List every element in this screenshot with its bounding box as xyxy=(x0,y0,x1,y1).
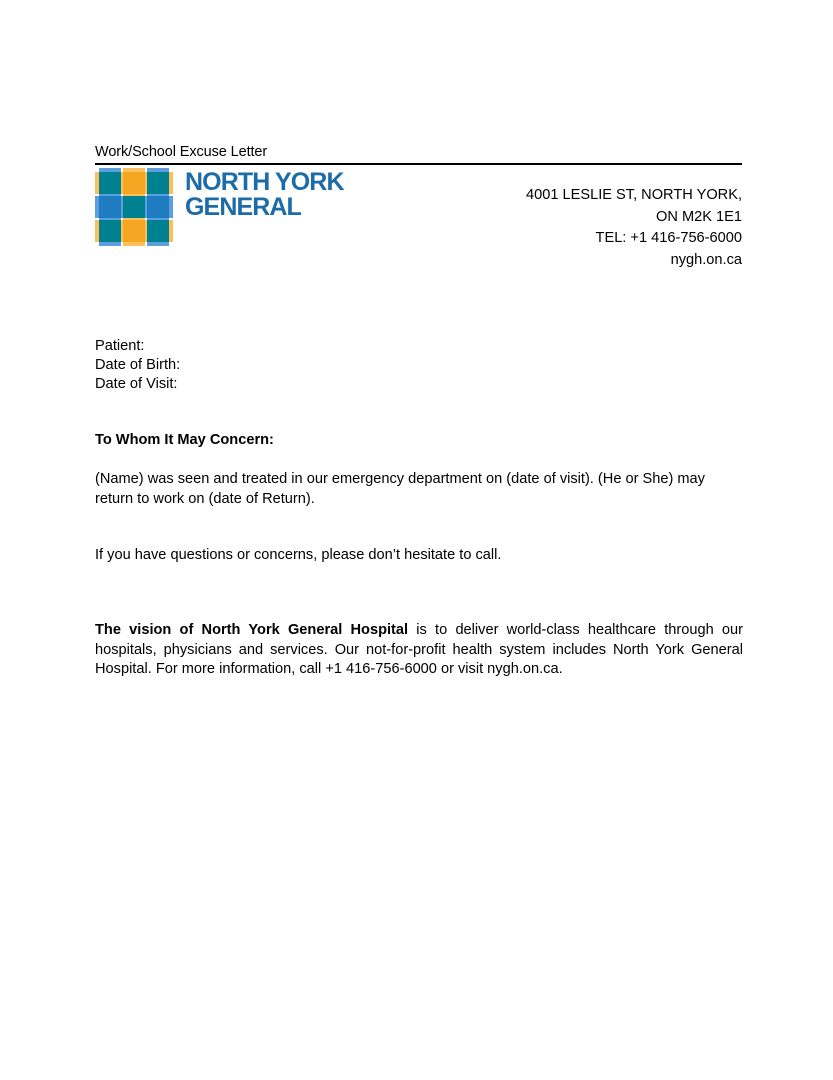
letterhead-address xyxy=(422,185,742,271)
address-line-street: 4001 LESLIE ST, NORTH YORK, xyxy=(525,187,742,203)
paragraph-visit-details: (Name) was seen and treated in our emergency department on (date of visit). (He or She) may return to work on (date of Return). xyxy=(95,471,705,507)
salutation: To Whom It May Concern: xyxy=(95,432,274,448)
north-york-general-wordmark xyxy=(185,170,344,220)
address-line-website: nygh.on.ca xyxy=(670,251,742,268)
paragraph-contact-invitation: If you have questions or concerns, please don’t hesitate to call. xyxy=(95,547,502,563)
vision-bold-lead: The vision of North York General Hospital xyxy=(95,622,409,638)
date-of-birth-field: Date of Birth: xyxy=(95,356,181,373)
patient-name-field: Patient: xyxy=(95,338,145,354)
date-of-visit-field: Date of Visit: xyxy=(95,375,178,392)
vision-rest: is to deliver world-class healthcare through our hospitals, physicians and services. Our not-for-profit health system includes North York General Hospital. For more information, call +1 416-756-6000 or visit nygh.on.ca. xyxy=(95,622,744,678)
document-title: Work/School Excuse Letter xyxy=(95,144,268,160)
address-line-region: ON M2K 1E1 xyxy=(656,208,742,225)
address-line-phone: TEL: +1 416-756-6000 xyxy=(595,230,742,246)
header-divider xyxy=(95,163,742,165)
north-york-general-plaid-logo-icon xyxy=(95,168,173,246)
patient-information-block xyxy=(95,337,180,393)
wordmark-line-2: GENERAL xyxy=(185,193,301,221)
wordmark-line-1: NORTH YORK xyxy=(185,168,344,196)
paragraph-vision-statement xyxy=(95,621,743,680)
